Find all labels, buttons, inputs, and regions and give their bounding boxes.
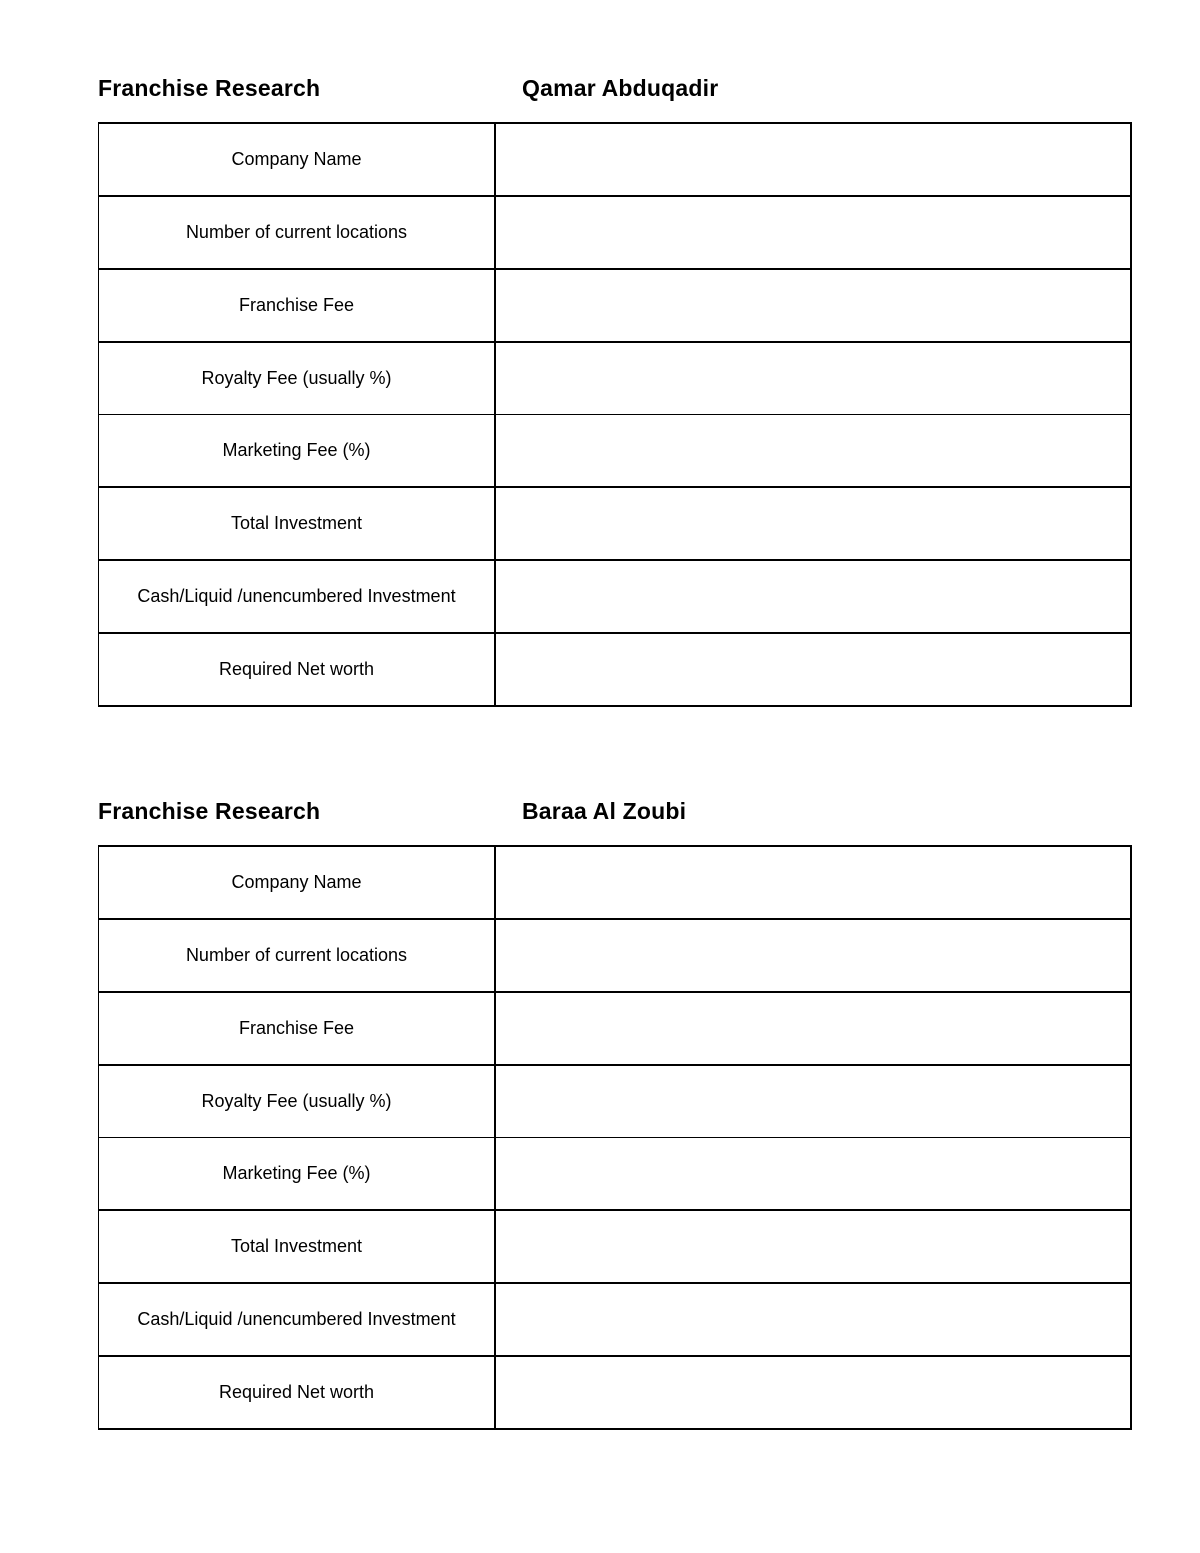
row-value[interactable] (495, 123, 1131, 196)
row-label: Marketing Fee (%) (99, 415, 496, 488)
table-row (99, 560, 1132, 633)
row-label: Total Investment (99, 487, 496, 560)
table-row (99, 415, 1132, 488)
table-row (99, 846, 1132, 919)
row-value[interactable] (495, 633, 1131, 706)
row-label: Cash/Liquid /unencumbered Investment (99, 560, 496, 633)
table-row (99, 1065, 1132, 1138)
section-title: Franchise Research (98, 75, 321, 101)
table-row (99, 633, 1132, 706)
row-label: Royalty Fee (usually %) (99, 342, 496, 415)
table-row (99, 1356, 1132, 1429)
section-header (98, 795, 1132, 845)
row-label: Required Net worth (99, 633, 496, 706)
row-value[interactable] (495, 1065, 1131, 1138)
row-value[interactable] (495, 269, 1131, 342)
table-row (99, 1210, 1132, 1283)
row-label: Number of current locations (99, 919, 496, 992)
table-row (99, 123, 1132, 196)
research-section-1 (98, 72, 1132, 707)
person-name: Baraa Al Zoubi (522, 798, 687, 824)
row-label: Royalty Fee (usually %) (99, 1065, 496, 1138)
row-value[interactable] (495, 846, 1131, 919)
row-label: Total Investment (99, 1210, 496, 1283)
row-value[interactable] (495, 1210, 1131, 1283)
table-row (99, 342, 1132, 415)
table-row (99, 919, 1132, 992)
table-row (99, 487, 1132, 560)
table-row (99, 1138, 1132, 1211)
table-row (99, 1283, 1132, 1356)
row-label: Cash/Liquid /unencumbered Investment (99, 1283, 496, 1356)
row-label: Marketing Fee (%) (99, 1138, 496, 1211)
row-label: Franchise Fee (99, 269, 496, 342)
row-value[interactable] (495, 1283, 1131, 1356)
row-label: Required Net worth (99, 1356, 496, 1429)
section-header (98, 72, 1132, 122)
research-table (98, 122, 1132, 707)
research-section-2 (98, 795, 1132, 1430)
table-row (99, 992, 1132, 1065)
row-value[interactable] (495, 415, 1131, 488)
row-value[interactable] (495, 560, 1131, 633)
row-value[interactable] (495, 487, 1131, 560)
row-label: Number of current locations (99, 196, 496, 269)
row-value[interactable] (495, 342, 1131, 415)
table-row (99, 269, 1132, 342)
table-row (99, 196, 1132, 269)
row-value[interactable] (495, 992, 1131, 1065)
row-label: Company Name (99, 123, 496, 196)
row-label: Company Name (99, 846, 496, 919)
research-table (98, 845, 1132, 1430)
row-value[interactable] (495, 919, 1131, 992)
section-title: Franchise Research (98, 798, 321, 824)
row-value[interactable] (495, 196, 1131, 269)
row-value[interactable] (495, 1356, 1131, 1429)
person-name: Qamar Abduqadir (522, 75, 719, 101)
row-label: Franchise Fee (99, 992, 496, 1065)
row-value[interactable] (495, 1138, 1131, 1211)
